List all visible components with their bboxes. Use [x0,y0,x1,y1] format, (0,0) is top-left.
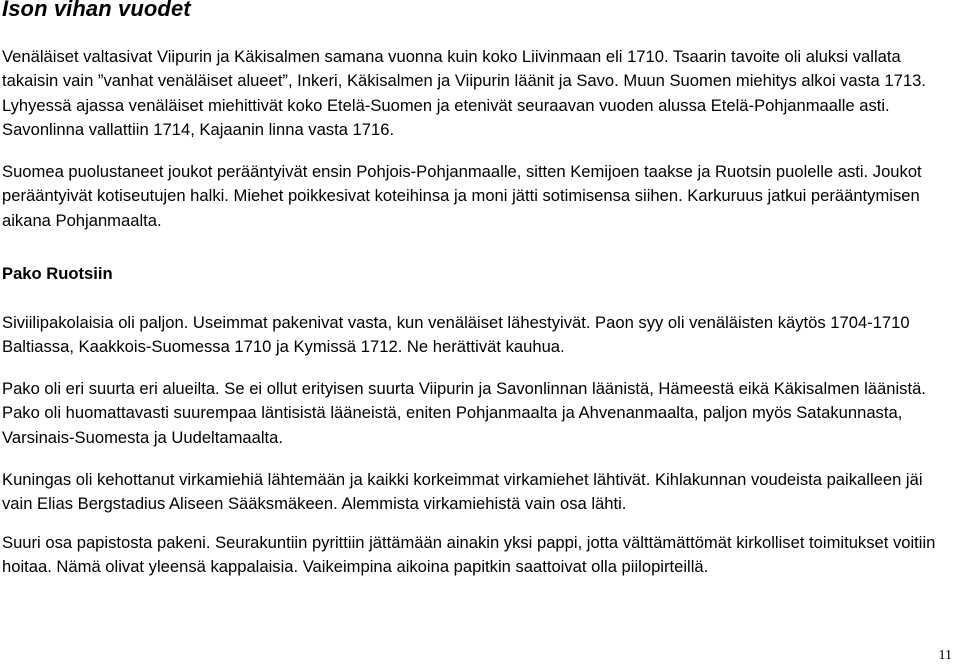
paragraph-1: Venäläiset valtasivat Viipurin ja Käkisalmen samana vuonna kuin koko Liivinmaan eli 1710. Tsaarin tavoite oli aluksi vallata takaisin vain ”vanhat venäläiset alueet”, Inkeri, Käkisalmen ja Viipurin läänit ja Savo. Muun Suomen miehitys alkoi vasta 1713. Lyhyessä ajassa venäläiset miehittivät koko Etelä-Suomen ja etenivät seuraavan vuoden alussa Etelä-Pohjanmaalle asti. Savonlinna vallattiin 1714, Kajaanin linna vasta 1716. [2,47,926,140]
paragraph-2: Suomea puolustaneet joukot perääntyivät ensin Pohjois-Pohjanmaalle, sitten Kemijoen taakse ja Ruotsin puolelle asti. Joukot perääntyivät kotiseutujen halki. Miehet poikkesivat koteihinsa ja moni jätti sotimisensa siihen. Karkuruus jatkui perääntymisen aikana Pohjanmaalta. [2,162,922,230]
page-number: 11 [938,648,952,663]
section2-paragraph-1: Siviilipakolaisia oli paljon. Useimmat pakenivat vasta, kun venäläiset lähestyivät. Paon syy oli venäläisten käytös 1704-1710 Baltiassa, Kaakkois-Suomessa 1710 ja Kymissä 1712. Ne herättivät kauhua. [2,313,910,357]
page-heading: Ison vihan vuodet [2,0,191,21]
section2-paragraph-3: Kuningas oli kehottanut virkamiehiä lähtemään ja kaikki korkeimmat virkamiehet lähtivät. Kihlakunnan voudeista paikalleen jäi vain Elias Bergstadius Aliseen Sääksmäkeen. Alemmista virkamiehistä vain osa lähti. [2,470,923,514]
section2-paragraph-4: Suuri osa papistosta pakeni. Seurakuntiin pyrittiin jättämään ainakin yksi pappi, jotta välttämättömät kirkolliset toimitukset voitiin hoitaa. Nämä olivat yleensä kappalaisia. Vaikeimpina aikoina papitkin saattoivat olla piilopirteillä. [2,533,936,577]
section2-paragraph-2: Pako oli eri suurta eri alueilta. Se ei ollut erityisen suurta Viipurin ja Savonlinnan läänistä, Hämeestä eikä Käkisalmen läänistä. Pako oli huomattavasti suurempaa läntisistä lääneistä, eniten Pohjanmaalta ja Ahvenanmaalta, paljon myös Satakunnasta, Varsinais-Suomesta ja Uudeltamaalta. [2,379,926,447]
section-subheading: Pako Ruotsiin [2,264,113,283]
